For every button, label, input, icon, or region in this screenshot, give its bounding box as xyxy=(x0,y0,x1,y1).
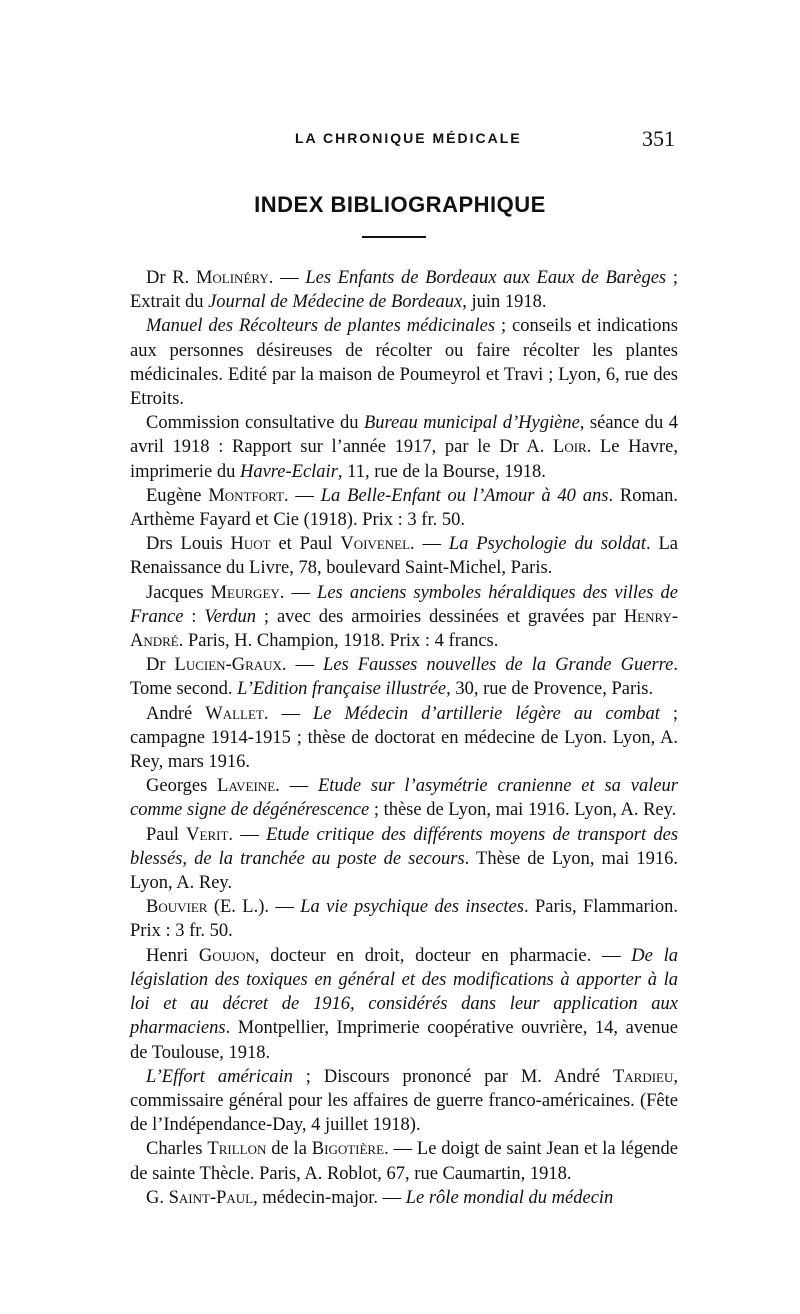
list-item: Dr Lucien-Graux. — Les Fausses nouvelles de la Grande Guerre. Tome second. L’Edition française illustrée, 30, rue de Provence, Paris. xyxy=(130,655,678,700)
list-item: Paul Verit. — Etude critique des différents moyens de transport des blessés, de la tranchée au poste de secours. Thèse de Lyon, mai 1916. Lyon, A. Rey. xyxy=(130,824,679,894)
list-item: Manuel des Récolteurs de plantes médicinales ; conseils et indications aux personnes désireuses de récolter ou faire récolter les plantes médicinales. Edité par la maison de Poumeyrol et Travi ; Lyon, 6, rue des Etroits. xyxy=(130,316,678,410)
list-item: Bouvier (E. L.). — La vie psychique des insectes. Paris, Flammarion. Prix : 3 fr. 50. xyxy=(130,897,678,942)
list-item: Charles Trillon de la Bigotière. — Le doigt de saint Jean et la légende de sainte Thècle. Paris, A. Roblot, 67, rue Caumartin, 1918. xyxy=(130,1139,679,1184)
list-item: Henri Goujon, docteur en droit, docteur en pharmacie. — De la législation des toxiques en général et des modifications à apporter à la loi et au décret de 1916, considérés dans leur application aux pharmaciens. Montpellier, Imprimerie coopérative ouvrière, 14, avenue de Toulouse, 1918. xyxy=(130,945,679,1063)
list-item: Drs Louis Huot et Paul Voivenel. — La Psychologie du soldat. La Renaissance du Livre, 78, boulevard Saint-Michel, Paris. xyxy=(130,534,679,579)
page-title: INDEX BIBLIOGRAPHIQUE xyxy=(254,192,546,217)
bibliography-list xyxy=(130,266,678,1210)
list-item: Eugène Montfort. — La Belle-Enfant ou l’Amour à 40 ans. Roman. Arthème Fayard et Cie (1918). Prix : 3 fr. 50. xyxy=(130,485,678,531)
list-item: L’Effort américain ; Discours prononcé par M. André Tardieu, commissaire général pour les affaires de guerre franco-américaines. (Fête de l’Indépendance-Day, 4 juillet 1918). xyxy=(130,1066,678,1136)
list-item: Commission consultative du Bureau municipal d’Hygiène, séance du 4 avril 1918 : Rapport sur l’année 1917, par le Dr A. Loir. Le Havre, imprimerie du Havre-Eclair, 11, rue de la Bourse, 1918. xyxy=(130,413,678,482)
page-number: 351 xyxy=(642,126,675,151)
list-item: G. Saint-Paul, médecin-major. — Le rôle mondial du médecin xyxy=(146,1187,614,1208)
running-head: LA CHRONIQUE MÉDICALE xyxy=(295,130,522,146)
list-item: André Wallet. — Le Médecin d’artillerie légère au combat ; campagne 1914-1915 ; thèse de doctorat en médecine de Lyon. Lyon, A. Rey, mars 1916. xyxy=(130,703,678,773)
running-header xyxy=(0,126,800,156)
list-item: Jacques Meurgey. — Les anciens symboles héraldiques des villes de France : Verdun ; avec des armoiries dessinées et gravées par Henry-André. Paris, H. Champion, 1918. Prix : 4 francs. xyxy=(130,582,679,652)
list-item: Georges Laveine. — Etude sur l’asymétrie cranienne et sa valeur comme signe de dégénérescence ; thèse de Lyon, mai 1916. Lyon, A. Rey. xyxy=(130,776,679,821)
list-item: Dr R. Molinéry. — Les Enfants de Bordeaux aux Eaux de Barèges ; Extrait du Journal de Médecine de Bordeaux, juin 1918. xyxy=(130,268,679,313)
title-rule xyxy=(362,236,426,238)
